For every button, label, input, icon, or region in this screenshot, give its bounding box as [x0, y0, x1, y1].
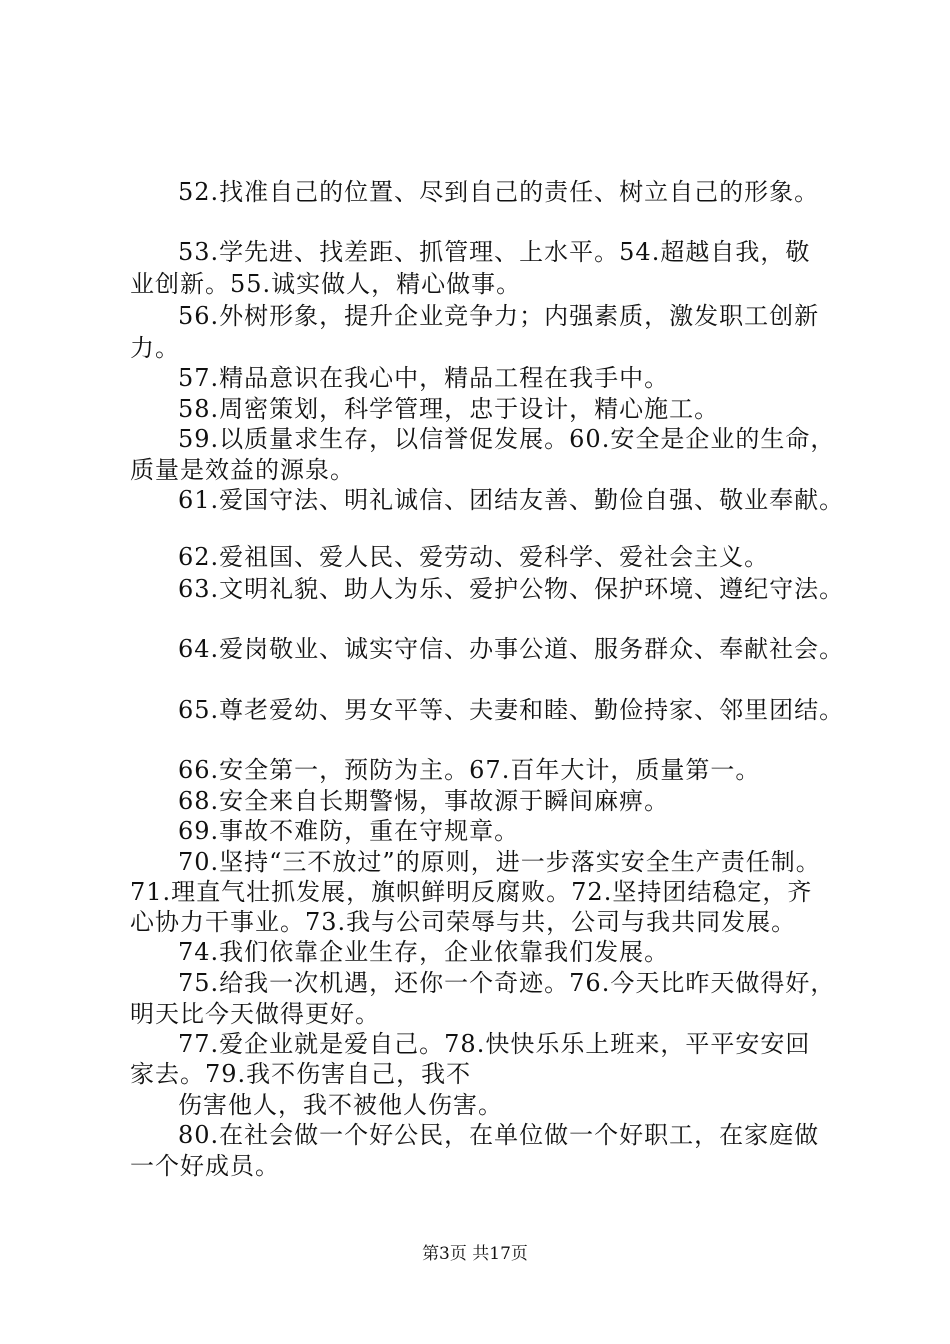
text-line: 56.外树形象，提升企业竞争力；内强素质，激发职工创新 — [178, 302, 820, 330]
text-line: 75.给我一次机遇，还你一个奇迹。76.今天比昨天做得好， — [178, 969, 836, 997]
text-line: 一个好成员。 — [130, 1152, 280, 1180]
text-line: 80.在社会做一个好公民，在单位做一个好职工，在家庭做 — [178, 1121, 820, 1149]
text-line: 64.爱岗敬业、诚实守信、办事公道、服务群众、奉献社会。 — [178, 635, 845, 663]
text-line: 心协力干事业。73.我与公司荣辱与共，公司与我共同发展。 — [130, 908, 797, 936]
text-line: 52.找准自己的位置、尽到自己的责任、树立自己的形象。 — [178, 178, 820, 206]
text-line: 业创新。55.诚实做人，精心做事。 — [130, 270, 522, 298]
text-line: 69.事故不难防，重在守规章。 — [178, 817, 520, 845]
text-line: 71.理直气壮抓发展，旗帜鲜明反腐败。72.坚持团结稳定，齐 — [130, 878, 813, 906]
text-line: 74.我们依靠企业生存，企业依靠我们发展。 — [178, 938, 670, 966]
page-footer: 第3页 共17页 — [422, 1244, 528, 1264]
text-line: 58.周密策划，科学管理，忠于设计，精心施工。 — [178, 395, 720, 423]
text-line: 65.尊老爱幼、男女平等、夫妻和睦、勤俭持家、邻里团结。 — [178, 696, 845, 724]
text-line: 57.精品意识在我心中，精品工程在我手中。 — [178, 364, 670, 392]
text-line: 伤害他人，我不被他人伤害。 — [178, 1091, 503, 1119]
text-line: 家去。79.我不伤害自己，我不 — [130, 1060, 472, 1088]
text-line: 77.爱企业就是爱自己。78.快快乐乐上班来，平平安安回 — [178, 1030, 811, 1058]
text-line: 质量是效益的源泉。 — [130, 456, 355, 484]
text-line: 70.坚持“三不放过”的原则，进一步落实安全生产责任制。 — [178, 848, 821, 876]
text-line: 59.以质量求生存，以信誉促发展。60.安全是企业的生命， — [178, 425, 836, 453]
text-line: 63.文明礼貌、助人为乐、爱护公物、保护环境、遵纪守法。 — [178, 575, 845, 603]
text-line: 力。 — [130, 334, 180, 362]
text-line: 68.安全来自长期警惕，事故源于瞬间麻痹。 — [178, 787, 670, 815]
text-line: 62.爱祖国、爱人民、爱劳动、爱科学、爱社会主义。 — [178, 543, 770, 571]
text-line: 61.爱国守法、明礼诚信、团结友善、勤俭自强、敬业奉献。 — [178, 486, 845, 514]
text-line: 明天比今天做得更好。 — [130, 1000, 380, 1028]
text-line: 53.学先进、找差距、抓管理、上水平。54.超越自我，敬 — [178, 238, 811, 266]
text-line: 66.安全第一，预防为主。67.百年大计，质量第一。 — [178, 756, 761, 784]
